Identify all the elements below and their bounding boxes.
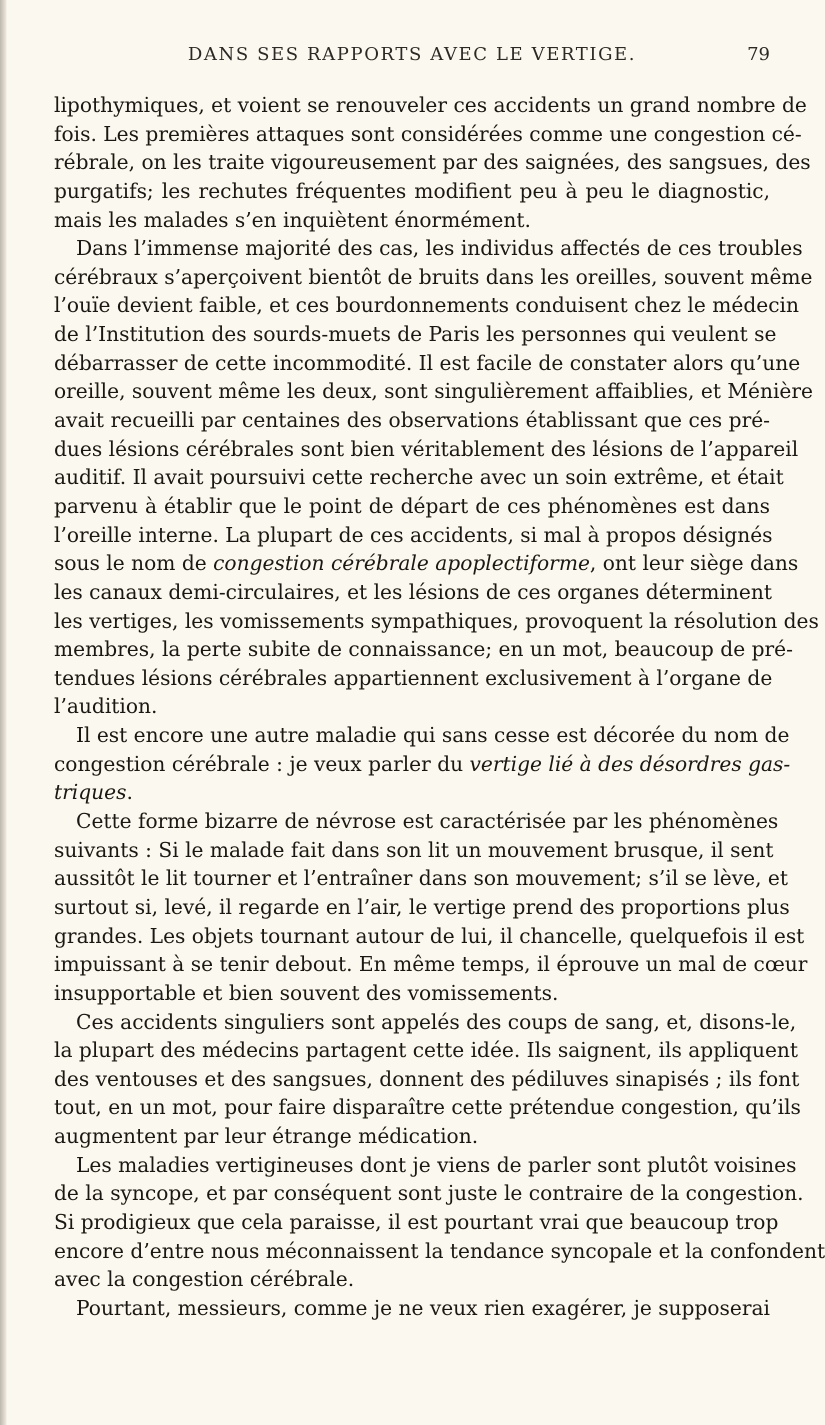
text-line: lipothymiques, et voient se renouveler ces accidents un grand nombre de (54, 93, 807, 117)
page-number: 79 (747, 44, 770, 65)
text-run: . (126, 780, 133, 805)
text-line: augmentent par leur étrange médication. (54, 1124, 479, 1149)
text-line: la plupart des médecins partagent cette idée. Ils saignent, ils appliquent (54, 1038, 799, 1063)
text-line (54, 750, 791, 779)
text-line: suivants : Si le malade fait dans son lit un mouvement brusque, il sent (54, 837, 774, 862)
text-line: purgatifs; les rechutes fréquentes modifient peu à peu le diagnostic, (54, 178, 770, 203)
text-line: encore d’entre nous méconnaissent la tendance syncopale et la confondent (54, 1238, 825, 1263)
text-line: Cette forme bizarre de névrose est caractérisée par les phénomènes (76, 809, 779, 834)
text-line: impuissant à se tenir debout. En même temps, il éprouve un mal de cœur (54, 952, 808, 977)
text-line: débarrasser de cette incommodité. Il est facile de constater alors qu’une (54, 350, 801, 375)
text-line: l’oreille interne. La plupart de ces accidents, si mal à propos désignés (54, 522, 773, 547)
text-line: tout, en un mot, pour faire disparaître cette prétendue congestion, qu’ils (54, 1095, 801, 1120)
text-line: des ventouses et des sangsues, donnent des pédiluves sinapisés ; ils font (54, 1066, 800, 1091)
text-line: tendues lésions cérébrales appartiennent exclusivement à l’organe de (54, 665, 773, 690)
text-run: congestion cérébrale : je veux parler du (54, 751, 470, 776)
italic-phrase: congestion cérébrale apoplectiforme (213, 551, 590, 576)
running-head (54, 44, 770, 74)
italic-phrase: triques (54, 780, 127, 805)
text-line: l’ouïe devient faible, et ces bourdonnements conduisent chez le médecin (54, 293, 799, 318)
body-text (54, 91, 825, 1323)
text-line: insupportable et bien souvent des vomissements. (54, 980, 559, 1005)
text-line: aussitôt le lit tourner et l’entraîner dans son mouvement; s’il se lève, et (54, 866, 788, 891)
text-line: mais les malades s’en inquiètent énormément. (54, 207, 531, 232)
text-run: , ont leur siège dans (589, 551, 799, 576)
text-line: de l’Institution des sourds-muets de Paris les personnes qui veulent se (54, 322, 777, 347)
text-line: les canaux demi-circulaires, et les lésions de ces organes déterminent (54, 579, 772, 604)
text-line: Pourtant, messieurs, comme je ne veux rien exagérer, je supposerai (76, 1295, 770, 1320)
text-line: dues lésions cérébrales sont bien véritablement des lésions de l’appareil (54, 436, 799, 461)
text-line: Il est encore une autre maladie qui sans cesse est décorée du nom de (76, 723, 790, 748)
text-line: rébrale, on les traite vigoureusement par des saignées, des sangsues, des (54, 150, 811, 175)
italic-phrase: vertige lié à des désordres gas- (469, 751, 791, 776)
text-line: de la syncope, et par conséquent sont juste le contraire de la congestion. (54, 1181, 804, 1206)
text-line: Les maladies vertigineuses dont je viens de parler sont plutôt voisines (76, 1152, 797, 1177)
text-line: fois. Les premières attaques sont considérées comme une congestion cé- (54, 121, 802, 146)
text-run: sous le nom de (54, 551, 214, 576)
text-line: parvenu à établir que le point de départ de ces phénomènes est dans (54, 493, 770, 518)
text-line: les vertiges, les vomissements sympathiques, provoquent la résolution des (54, 608, 819, 633)
text-line: membres, la perte subite de connaissance; en un mot, beaucoup de pré- (54, 637, 793, 662)
text-line: avec la congestion cérébrale. (54, 1267, 355, 1292)
text-line: auditif. Il avait poursuivi cette recherche avec un soin extrême, et était (54, 465, 784, 490)
text-line: grandes. Les objets tournant autour de lui, il chancelle, quelquefois il est (54, 923, 805, 948)
text-line: l’audition. (54, 694, 158, 719)
text-line: avait recueilli par centaines des observations établissant que ces pré- (54, 408, 770, 433)
text-line: oreille, souvent même les deux, sont singulièrement affaiblies, et Ménière (54, 379, 813, 404)
page-edge-shadow (0, 0, 7, 1425)
text-line: Dans l’immense majorité des cas, les individus affectés de ces troubles (76, 236, 803, 261)
running-title: DANS SES RAPPORTS AVEC LE VERTIGE. (187, 44, 637, 65)
text-line: Ces accidents singuliers sont appelés des coups de sang, et, disons-le, (76, 1009, 797, 1034)
text-line (54, 549, 799, 578)
text-line: Si prodigieux que cela paraisse, il est pourtant vrai que beaucoup trop (54, 1209, 779, 1234)
text-line (54, 778, 770, 807)
text-line: cérébraux s’aperçoivent bientôt de bruits dans les oreilles, souvent même (54, 264, 813, 289)
text-line: surtout si, levé, il regarde en l’air, le vertige prend des proportions plus (54, 894, 790, 919)
